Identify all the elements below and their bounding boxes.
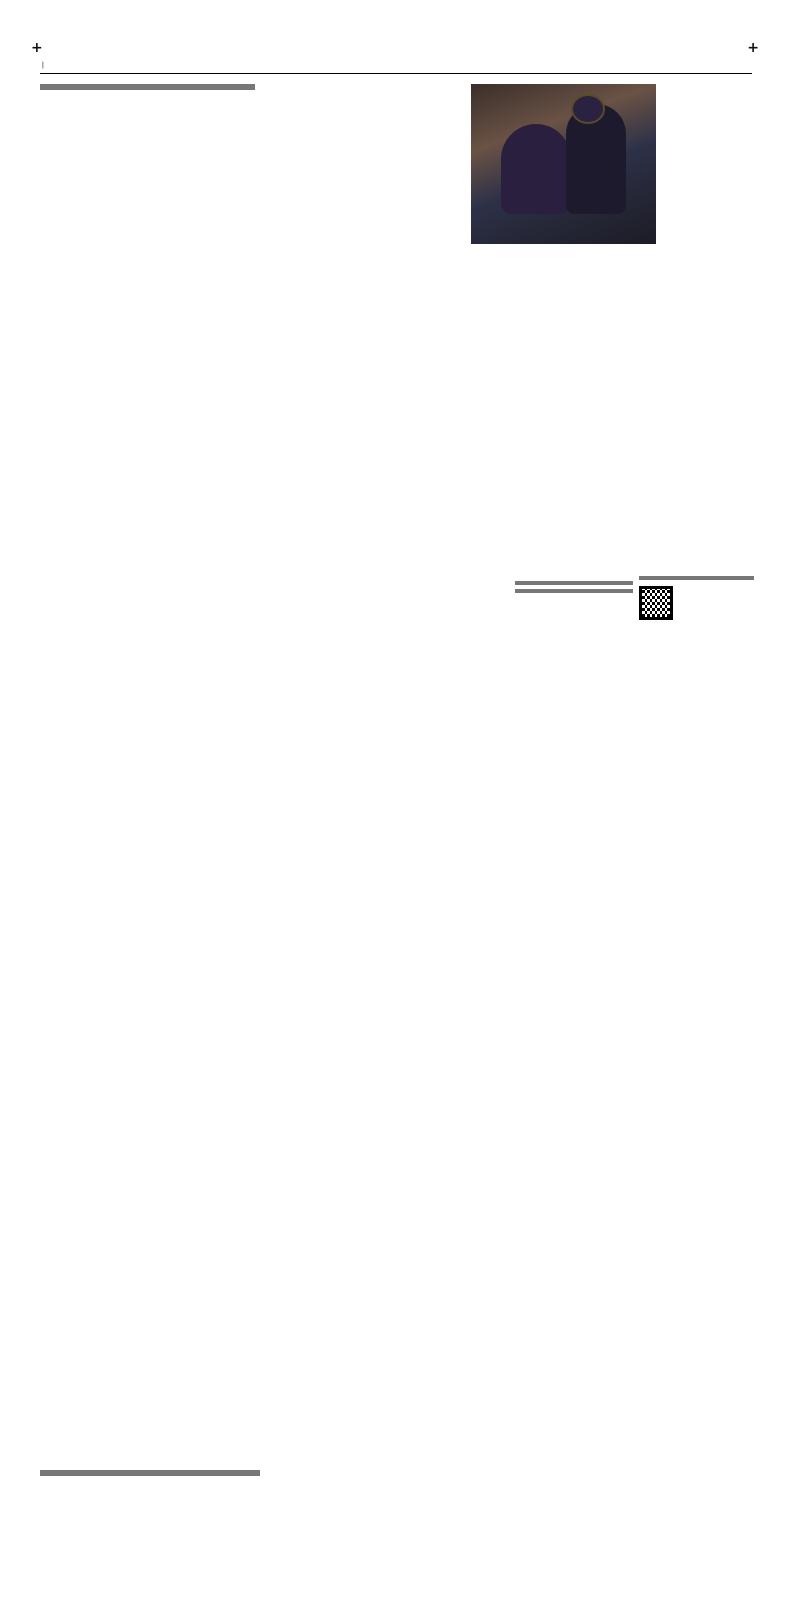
header-rule [40,73,752,74]
photo-caption [662,84,754,87]
photo-player-shape [501,124,571,214]
tv-title [40,84,255,90]
baseball-head [515,581,633,585]
ohtani-story [40,538,260,547]
view-promo [639,584,754,620]
hoops-column-2 [433,279,589,285]
nfl-nhl-column [639,572,754,1617]
volleyball-results-column [392,572,510,1617]
contact-title [40,1470,260,1476]
hockey-head [639,576,754,580]
bears-ravens-photo [471,84,656,244]
qr-code-icon[interactable] [639,586,673,620]
registration-mark-left: + [31,40,43,56]
ohtani-column-2 [154,544,260,547]
football-head [515,589,633,593]
sports-on-tv [40,84,255,90]
photo-helmet-shape [571,94,605,124]
hoops-column-1 [269,279,425,285]
registration-mark-right: + [747,40,759,56]
ohtani-column-1 [40,544,146,547]
soccer-baseball-football-column [515,572,633,1617]
page-header: | [40,61,46,69]
hs-football-column [269,572,387,1617]
hoops-story [269,276,754,285]
bears-story [269,84,465,87]
hoops-column-3 [597,279,753,285]
contact-us [40,1468,260,1478]
